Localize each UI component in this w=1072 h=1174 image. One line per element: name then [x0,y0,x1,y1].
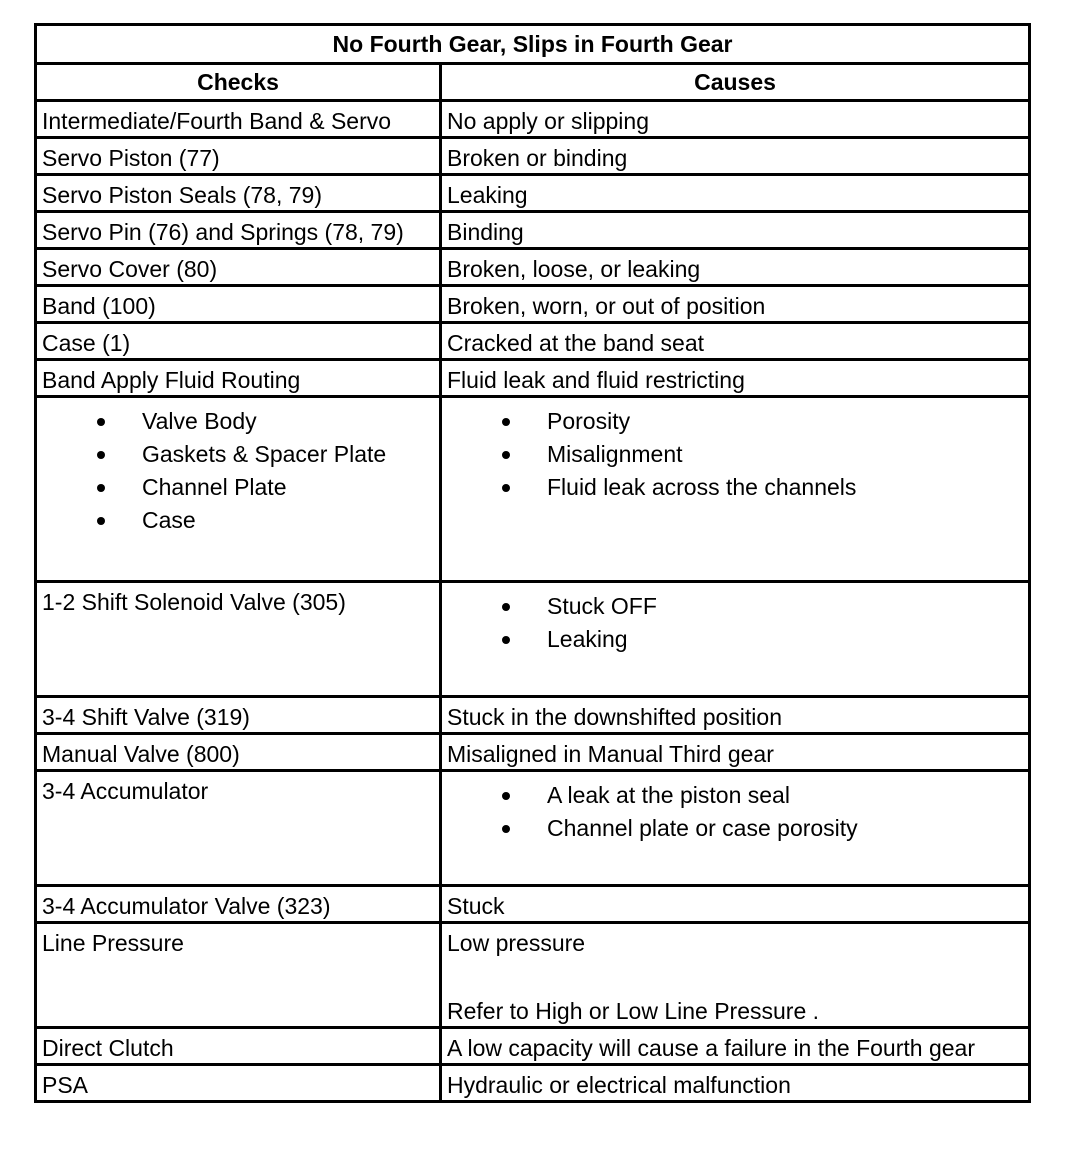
table-row [36,1065,1030,1102]
table-row [36,101,1030,138]
table-row [36,886,1030,923]
list-item: Leaking [447,626,1028,659]
list-item: Misalignment [447,441,1028,474]
cause-cell: No apply or slipping [441,101,1030,138]
cause-line: Low pressure [447,930,586,956]
cause-cell [441,582,1030,697]
cause-cell: Broken, loose, or leaking [441,249,1030,286]
routing-checks-cell [36,397,441,582]
list-item: Fluid leak across the channels [447,474,1028,507]
header-causes: Causes [441,64,1030,101]
check-cell: 3-4 Shift Valve (319) [36,697,441,734]
list-item: Porosity [447,408,1028,441]
table-row [36,582,1030,697]
check-cell: 3-4 Accumulator Valve (323) [36,886,441,923]
check-cell: 3-4 Accumulator [36,771,441,886]
cause-cell: A low capacity will cause a failure in the Fourth gear [441,1028,1030,1065]
list-item: Channel Plate [42,474,439,507]
cause-cell [441,771,1030,886]
list-item: Case [42,507,439,540]
list-item: Stuck OFF [447,593,1028,626]
cause-cell: Fluid leak and fluid restricting [441,360,1030,397]
header-checks: Checks [36,64,441,101]
cause-cell: Stuck [441,886,1030,923]
list-item: Channel plate or case porosity [447,815,1028,848]
check-cell: Servo Cover (80) [36,249,441,286]
cause-cell: Stuck in the downshifted position [441,697,1030,734]
check-cell: Direct Clutch [36,1028,441,1065]
cause-cell [441,923,1030,1028]
check-cell: Servo Pin (76) and Springs (78, 79) [36,212,441,249]
table-row [36,249,1030,286]
routing-causes-cell [441,397,1030,582]
table-row [36,286,1030,323]
check-cell: Band Apply Fluid Routing [36,360,441,397]
cause-cell: Binding [441,212,1030,249]
table-row [36,212,1030,249]
check-cell: 1-2 Shift Solenoid Valve (305) [36,582,441,697]
check-cell: Servo Piston (77) [36,138,441,175]
check-cell: Case (1) [36,323,441,360]
cause-cell: Hydraulic or electrical malfunction [441,1065,1030,1102]
check-cell: PSA [36,1065,441,1102]
check-cell: Servo Piston Seals (78, 79) [36,175,441,212]
table-row [36,175,1030,212]
list-item: Gaskets & Spacer Plate [42,441,439,474]
cause-line: Refer to High or Low Line Pressure . [447,998,820,1024]
table-row [36,697,1030,734]
table-row [36,771,1030,886]
check-cell: Intermediate/Fourth Band & Servo [36,101,441,138]
list-item: Valve Body [42,408,439,441]
table-title: No Fourth Gear, Slips in Fourth Gear [36,25,1030,64]
table-row [36,1028,1030,1065]
check-cell: Band (100) [36,286,441,323]
table-row [36,397,1030,582]
cause-cell: Leaking [441,175,1030,212]
cause-cell: Broken or binding [441,138,1030,175]
table-row [36,138,1030,175]
diagnosis-table [34,23,1031,1103]
check-cell: Line Pressure [36,923,441,1028]
table-row [36,323,1030,360]
check-cell: Manual Valve (800) [36,734,441,771]
cause-cell: Broken, worn, or out of position [441,286,1030,323]
list-item: A leak at the piston seal [447,782,1028,815]
table-row [36,360,1030,397]
table-row [36,734,1030,771]
table-row [36,923,1030,1028]
cause-cell: Misaligned in Manual Third gear [441,734,1030,771]
cause-cell: Cracked at the band seat [441,323,1030,360]
